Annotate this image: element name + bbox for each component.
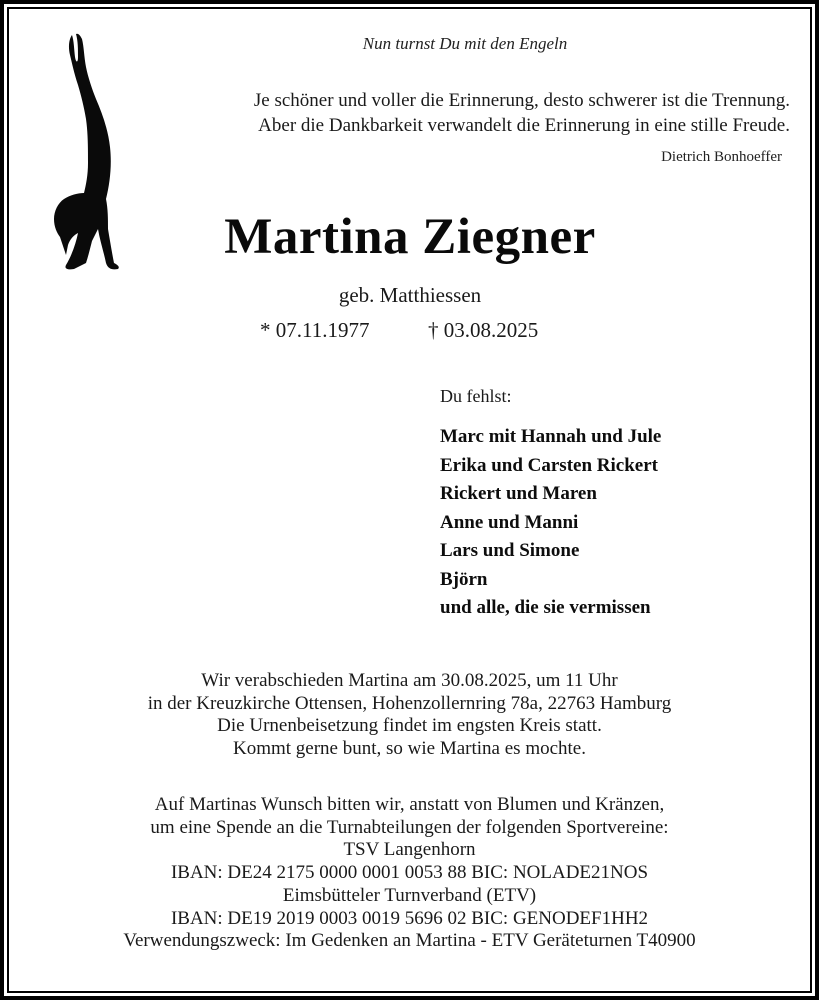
donation-line: um eine Spende an die Turnabteilungen der folgenden Sportvereine:: [150, 816, 669, 838]
birth-date: * 07.11.1977: [260, 318, 370, 342]
mourner-entry: Erika und Carsten Rickert: [440, 454, 658, 476]
bank-details: IBAN: DE19 2019 0003 0019 5696 02 BIC: GENODEF1HH2: [170, 907, 649, 929]
mourner-entry: Anne und Manni: [440, 511, 579, 533]
deceased-name: Martina Ziegner: [224, 209, 596, 265]
mourner-entry: Marc mit Hannah und Jule: [440, 426, 662, 447]
service-line: Wir verabschieden Martina am 30.08.2025, um 11 Uhr: [201, 670, 618, 691]
service-line: Kommt gerne bunt, so wie Martina es mochte.: [232, 737, 586, 759]
service-line: in der Kreuzkirche Ottensen, Hohenzollernring 78a, 22763 Hamburg: [147, 692, 672, 714]
motto: Nun turnst Du mit den Engeln: [362, 34, 568, 53]
quote-line: Je schöner und voller die Erinnerung, desto schwerer ist die Trennung.: [253, 90, 790, 111]
bank-details: IBAN: DE24 2175 0000 0001 0053 88 BIC: NOLADE21NOS: [170, 862, 649, 884]
mourners-list: [440, 423, 661, 623]
service-line: Die Urnenbeisetzung findet im engsten Kreis statt.: [217, 715, 602, 736]
club-name: Eimsbütteler Turnverband (ETV): [282, 884, 537, 906]
mourner-entry: Björn: [440, 568, 488, 590]
service-info: [20, 670, 799, 760]
club-name: TSV Langenhorn: [343, 839, 476, 861]
quote-line: Aber die Dankbarkeit verwandelt die Erinnerung in eine stille Freude.: [258, 115, 790, 136]
donation-info: [20, 794, 799, 953]
quote: [170, 88, 790, 138]
mourners-intro: Du fehlst:: [440, 386, 512, 406]
handstand-silhouette-icon: [48, 33, 122, 273]
death-date: † 03.08.2025: [428, 318, 539, 342]
mourner-entry: Rickert und Maren: [440, 483, 597, 504]
mourner-entry: und alle, die sie vermissen: [440, 597, 651, 618]
payment-reference: Verwendungszweck: Im Gedenken an Martina - ETV Geräteturnen T40900: [123, 930, 696, 952]
mourner-entry: Lars und Simone: [440, 540, 580, 561]
maiden-name: geb. Matthiessen: [338, 283, 482, 307]
quote-author: Dietrich Bonhoeffer: [661, 149, 782, 165]
donation-line: Auf Martinas Wunsch bitten wir, anstatt von Blumen und Kränzen,: [154, 794, 665, 815]
